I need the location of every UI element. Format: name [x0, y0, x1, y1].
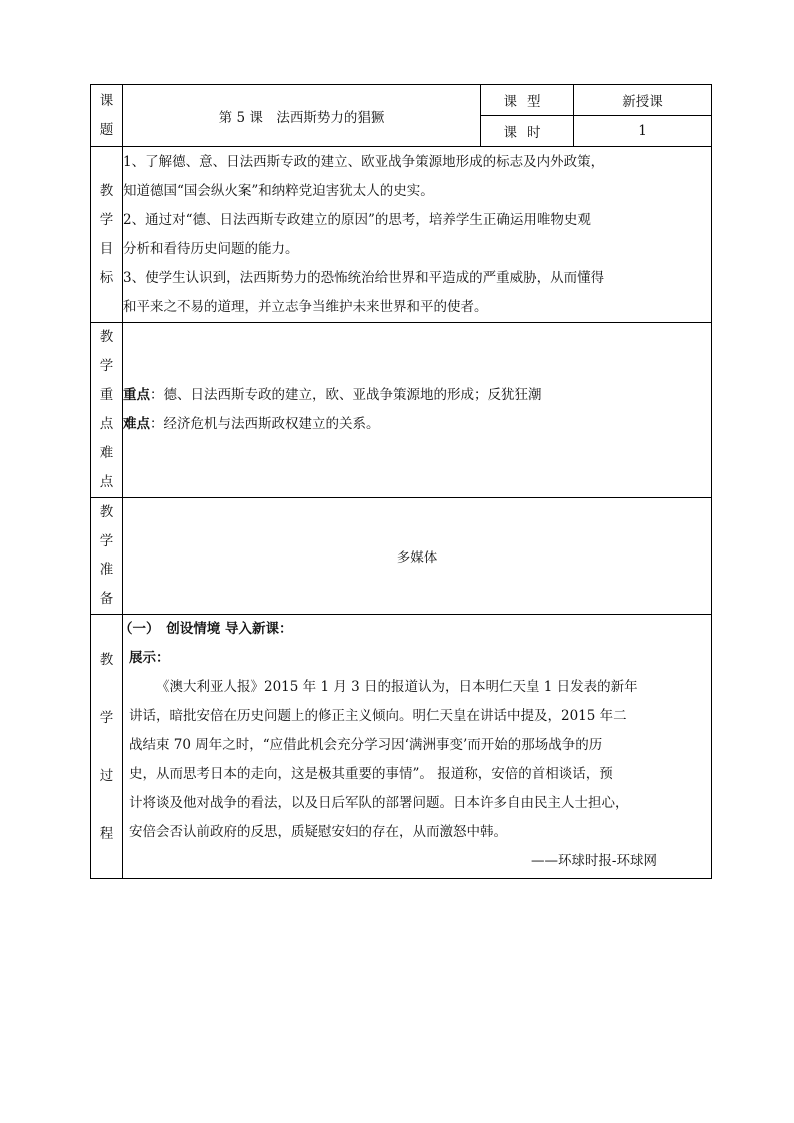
- section-heading: （一） 创设情境 导入新课：: [119, 621, 293, 637]
- keypoints-label-cell: [91, 323, 123, 498]
- objective-line: 2、通过对“德、日法西斯专政建立的原因”的思考，培养学生正确运用唯物史观: [123, 211, 591, 228]
- keypoints-label-char: 点: [99, 474, 114, 490]
- preparation-label-char: 学: [99, 533, 114, 549]
- difficulty-text: ：经济危机与法西斯政权建立的关系。: [150, 416, 380, 432]
- objectives-label-char: 学: [99, 211, 114, 228]
- focus-label: 重点: [123, 387, 150, 403]
- objective-line: 知道德国“国会纵火案”和纳粹党迫害犹太人的史实。: [123, 182, 434, 199]
- news-line: 讲话，暗批安倍在历史问题上的修正主义倾向。明仁天皇在讲话中提及，2015 年二: [129, 708, 627, 724]
- keypoints-label-char: 学: [99, 358, 114, 374]
- preparation-text: 多媒体: [123, 498, 712, 615]
- focus-line: [123, 381, 711, 410]
- news-line: 计将谈及他对战争的看法，以及日后军队的部署问题。日本许多自由民主人士担心，: [129, 795, 629, 811]
- title-label-char: 题: [99, 121, 114, 138]
- keypoints-label-char: 难: [99, 445, 114, 461]
- keypoints-label-char: 点: [99, 416, 114, 432]
- objective-line: 3、使学生认识到，法西斯势力的恐怖统治给世界和平造成的严重威胁，从而懂得: [123, 269, 605, 286]
- type-value: 新授课: [574, 85, 712, 116]
- process-label-char: 教: [99, 651, 114, 668]
- objectives-label-cell: [91, 147, 123, 323]
- news-line: 安倍会否认前政府的反思，质疑慰安妇的存在，从而激怒中韩。: [129, 824, 507, 840]
- objectives-content: [123, 147, 712, 323]
- lesson-plan-table: [90, 84, 712, 879]
- preparation-label-char: 备: [99, 591, 114, 607]
- title-label-char: 课: [99, 92, 114, 109]
- preparation-label-char: 教: [99, 504, 114, 520]
- difficulty-label: 难点: [123, 416, 150, 432]
- news-source: ——环球时报-环球网: [530, 853, 657, 869]
- objectives-label-char: 目: [99, 240, 114, 257]
- objectives-label-char: 教: [99, 182, 114, 199]
- process-label-char: 学: [99, 709, 114, 726]
- process-content: [119, 615, 712, 879]
- news-line: 战结束 70 周年之时，“应借此机会充分学习因‘满洲事变’而开始的那场战争的历: [129, 737, 603, 753]
- hours-value: 1: [574, 116, 712, 147]
- lesson-title: 第 5 课 法西斯势力的猖獗: [123, 85, 481, 147]
- type-label: 课型: [481, 85, 574, 116]
- objectives-label-char: 标: [99, 269, 114, 286]
- difficulty-line: [123, 410, 711, 439]
- news-excerpt: [123, 673, 705, 876]
- objective-line: 和平来之不易的道理，并立志争当维护未来世界和平的使者。: [123, 298, 488, 315]
- news-line: 《澳大利亚人报》2015 年 1 月 3 日的报道认为，日本明仁天皇 1 日发表的新年: [156, 679, 638, 695]
- show-label: 展示：: [129, 650, 170, 666]
- process-label-char: 过: [99, 767, 114, 784]
- focus-text: ：德、日法西斯专政的建立，欧、亚战争策源地的形成；反犹狂潮: [150, 387, 542, 403]
- hours-label: 课时: [481, 116, 574, 147]
- keypoints-content: [123, 323, 712, 498]
- title-label-cell: [91, 85, 123, 147]
- keypoints-label-char: 教: [99, 329, 114, 345]
- process-label-char: 程: [99, 825, 114, 842]
- preparation-label-char: 准: [99, 562, 114, 578]
- keypoints-label-char: 重: [99, 387, 114, 403]
- objective-line: 1、了解德、意、日法西斯专政的建立、欧亚战争策源地形成的标志及内外政策，: [123, 153, 605, 170]
- preparation-label-cell: [91, 498, 123, 615]
- objective-line: 分析和看待历史问题的能力。: [123, 240, 299, 257]
- news-line: 史，从而思考日本的走向，这是极其重要的事情”。 报道称，安倍的首相谈话，预: [129, 766, 613, 782]
- process-label-cell: [91, 615, 123, 879]
